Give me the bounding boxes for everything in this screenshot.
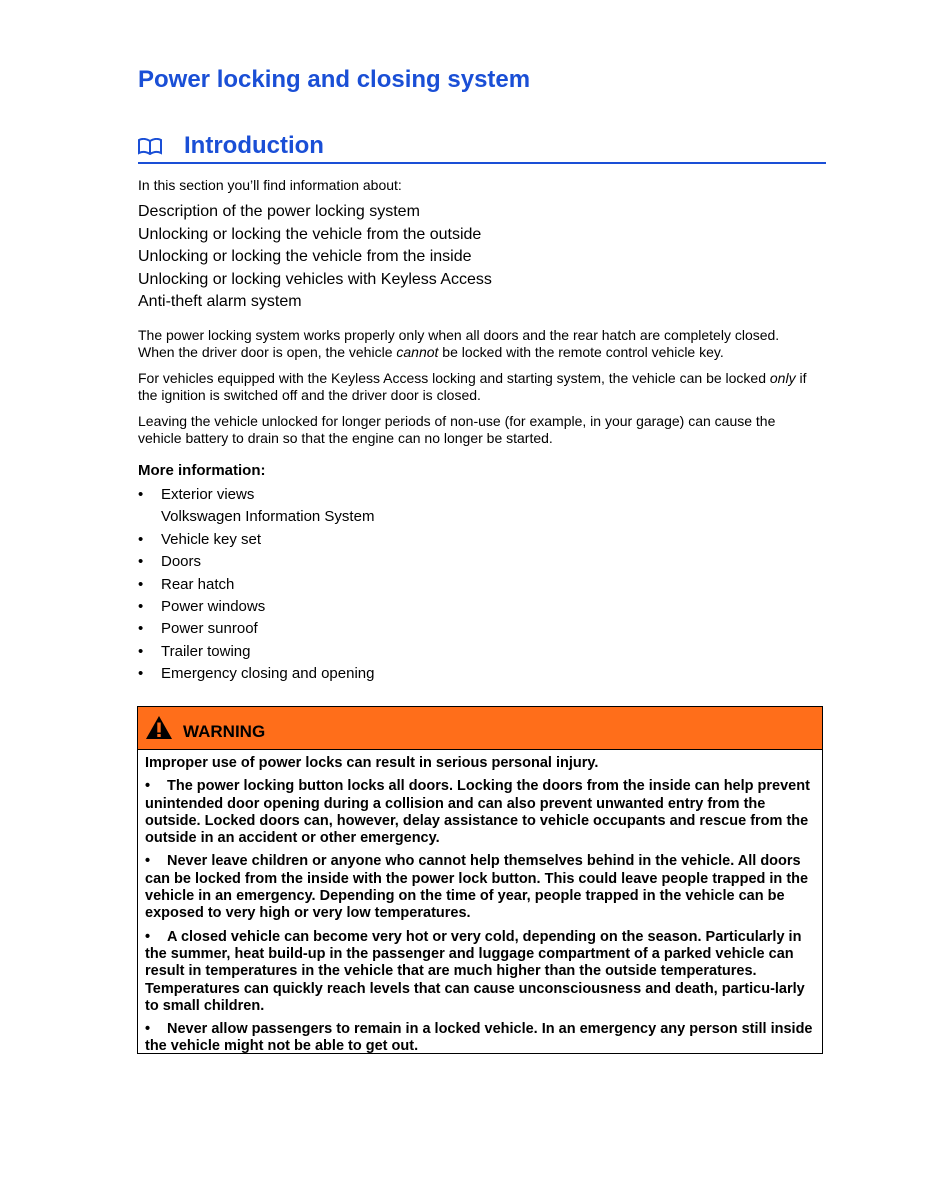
page-title: Power locking and closing system (138, 66, 531, 93)
warning-item: • A closed vehicle can become very hot or very cold, depending on the season. Particularly in the summer, heat build-up in the passenger and luggage compartment of a parked vehicle can result in temperatures in the vehicle that are much higher than the outside temperatures. Temperatures can quickly reach levels that can cause unconsciousness and death, particu-larly to small children. (145, 928, 805, 1014)
topic-item: Unlocking or locking the vehicle from the inside (138, 248, 472, 266)
more-info-list (138, 484, 374, 686)
link-power-windows[interactable]: Power windows (161, 597, 266, 615)
bullet: • (138, 597, 144, 615)
warning-label: WARNING (183, 722, 266, 741)
warning-box (137, 706, 823, 1054)
more-info-item (138, 484, 374, 506)
link-vehicle-key-set[interactable]: Vehicle key set (161, 530, 262, 548)
book-icon (138, 138, 162, 155)
warning-lead: Improper use of power locks can result in serious personal injury. (145, 755, 599, 771)
link-trailer-towing[interactable]: Trailer towing (161, 642, 251, 660)
topic-list (138, 201, 492, 314)
more-info-item (138, 596, 374, 618)
more-info-item (138, 663, 374, 685)
more-info-heading: More information: (138, 462, 266, 479)
topic-item: Unlocking or locking vehicles with Keyless Access (138, 270, 492, 288)
warning-header (138, 707, 822, 750)
more-info-item (138, 574, 374, 596)
section-header (138, 130, 826, 164)
link-emergency-closing[interactable]: Emergency closing and opening (161, 665, 375, 683)
topic-item: Description of the power locking system (138, 203, 420, 220)
paragraph-keyless-access: For vehicles equipped with the Keyless Access locking and starting system, the vehicle can be locked only if the ignition is switched off and the driver door is closed. (138, 370, 807, 404)
bullet: • (145, 778, 151, 795)
paragraph-battery-drain: Leaving the vehicle unlocked for longer periods of non-use (for example, in your garage) can cause the vehicle battery to drain so that the engine can no longer be started. (138, 413, 776, 447)
intro-lead: In this section you’ll find information about: (138, 177, 402, 193)
warning-triangle-icon (145, 715, 173, 740)
more-info-item (138, 529, 374, 551)
warning-body (138, 755, 822, 1056)
bullet: • (138, 530, 144, 548)
more-info-item (138, 506, 374, 528)
bullet: • (145, 853, 151, 870)
more-info-item (138, 618, 374, 640)
bullet: • (138, 486, 144, 503)
warning-item: • Never allow passengers to remain in a locked vehicle. In an emergency any person still inside the vehicle might not be able to get out. (145, 1021, 813, 1055)
link-rear-hatch[interactable]: Rear hatch (161, 575, 235, 593)
more-info-item (138, 641, 374, 663)
link-power-sunroof[interactable]: Power sunroof (161, 620, 258, 638)
warning-item: • Never leave children or anyone who cannot help themselves behind in the vehicle. All doors can be locked from the inside with the power lock button. This could leave people trapped in the vehicle in an emergency. Depending on the time of year, people trapped in the vehicle can be exposed to very high or very low temperatures. (145, 853, 809, 922)
link-exterior-views[interactable]: Exterior views (161, 486, 255, 503)
paragraph-doors-closed: The power locking system works properly only when all doors and the rear hatch are completely closed. When the driver door is open, the vehicle cannot be locked with the remote control vehicle key. (138, 327, 780, 361)
bullet: • (145, 928, 151, 945)
link-information-system[interactable]: Volkswagen Information System (161, 508, 375, 526)
bullet: • (138, 665, 144, 683)
bullet: • (145, 1021, 151, 1038)
topic-item: Anti-theft alarm system (138, 293, 302, 311)
link-doors[interactable]: Doors (161, 553, 202, 571)
bullet: • (138, 553, 144, 571)
bullet: • (138, 642, 144, 660)
more-info-item (138, 551, 374, 573)
section-title: Introduction (184, 132, 324, 159)
bullet: • (138, 575, 144, 593)
bullet: • (138, 620, 144, 638)
warning-item: • The power locking button locks all doors. Locking the doors from the inside can help prevent unintended door opening during a collision and can also prevent unwanted entry from the outside. Locked doors can, however, delay assistance to vehicle occupants and rescue from the outside in an accident or other emergency. (145, 778, 810, 847)
topic-item: Unlocking or locking the vehicle from the outside (138, 225, 482, 243)
